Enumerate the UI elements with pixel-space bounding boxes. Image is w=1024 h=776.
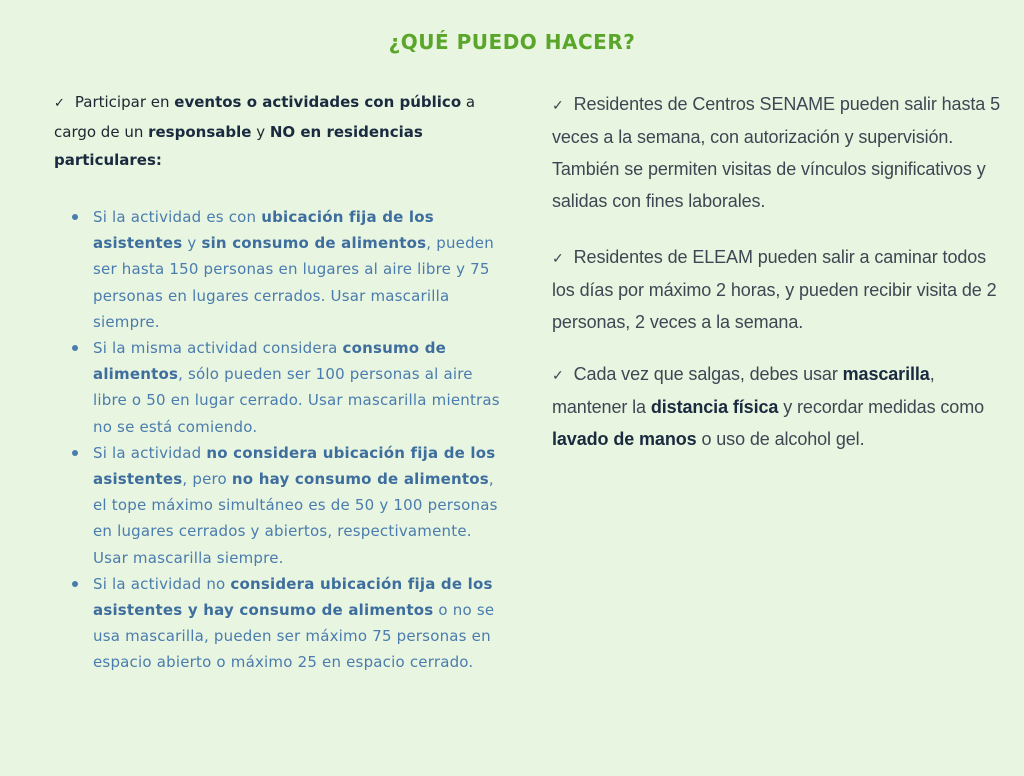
measures-text: y recordar medidas como — [778, 397, 985, 417]
right-column — [552, 88, 1002, 455]
item-text: , sólo pueden ser 100 personas al aire libre o 50 en lugar cerrado. Usar mascarilla mientras no se está comiendo. — [93, 365, 500, 436]
left-column — [54, 88, 504, 676]
item-bold: no hay consumo de alimentos — [231, 470, 489, 489]
item-text: Si la actividad es con — [93, 208, 262, 226]
conditions-list — [54, 204, 504, 676]
item-text: Si la actividad — [93, 443, 207, 462]
item-bold: no considera ubicación fija de los asistentes — [93, 443, 496, 489]
measures-bold-distance: distancia física — [650, 397, 779, 417]
measures-paragraph — [552, 358, 1002, 455]
item-text: , el tope máximo simultáneo es de 50 y 100 personas en lugares cerrados y abiertos, respectivamente. Usar mascarilla siempre. — [93, 470, 498, 567]
measures-text: Cada vez que salgas, debes usar — [573, 364, 843, 384]
item-text: y — [182, 234, 202, 253]
item-text: Si la misma actividad considera — [93, 339, 343, 358]
measures-bold-mask: mascarilla — [842, 364, 930, 384]
measures-text: o uso de alcohol gel. — [696, 429, 865, 449]
eleam-text: Residentes de ELEAM pueden salir a caminar todos los días por máximo 2 horas, y pueden recibir visita de 2 personas, 2 veces a la semana. — [552, 247, 997, 332]
sename-paragraph — [552, 88, 1002, 217]
list-item — [72, 204, 504, 335]
intro-text: y — [251, 123, 270, 141]
page-title: ¿QUÉ PUEDO HACER? — [388, 30, 636, 54]
list-item — [72, 571, 504, 676]
item-bold: consumo de alimentos — [93, 339, 447, 384]
intro-text: Participar en — [74, 93, 175, 111]
intro-bold-events: eventos o actividades con público — [174, 93, 462, 111]
eleam-paragraph — [552, 241, 1002, 338]
measures-text: , mantener la — [552, 364, 935, 417]
checkmark-icon: ✓ — [552, 367, 564, 383]
item-text: , pueden ser hasta 150 personas en lugares al aire libre y 75 personas en lugares cerrados. Usar mascarilla siempre. — [93, 234, 494, 331]
list-item — [72, 335, 504, 440]
item-text: Si la actividad no — [93, 574, 231, 593]
intro-bold-responsible: responsable — [148, 123, 252, 141]
list-item — [72, 440, 504, 571]
intro-bold-not-residences: NO en residencias particulares: — [54, 123, 423, 169]
item-text: o no se usa mascarilla, pueden ser máximo 75 personas en espacio abierto o máximo 25 en espacio cerrado. — [93, 601, 495, 672]
item-bold: ubicación fija de los asistentes — [93, 208, 434, 253]
item-bold: considera ubicación fija de los asistentes y hay consumo de alimentos — [93, 574, 493, 620]
item-bold: sin consumo de alimentos — [201, 234, 427, 253]
measures-bold-handwash: lavado de manos — [552, 429, 697, 449]
intro-text: a cargo de un — [54, 93, 476, 141]
checkmark-icon: ✓ — [552, 250, 564, 266]
item-text: , pero — [182, 470, 232, 489]
intro-paragraph — [54, 88, 504, 174]
checkmark-icon: ✓ — [552, 97, 564, 113]
sename-text: Residentes de Centros SENAME pueden salir hasta 5 veces a la semana, con autorización y supervisión. También se permiten visitas de vínculos significativos y salidas con fines laborales. — [552, 94, 1000, 211]
checkmark-icon: ✓ — [54, 96, 65, 111]
